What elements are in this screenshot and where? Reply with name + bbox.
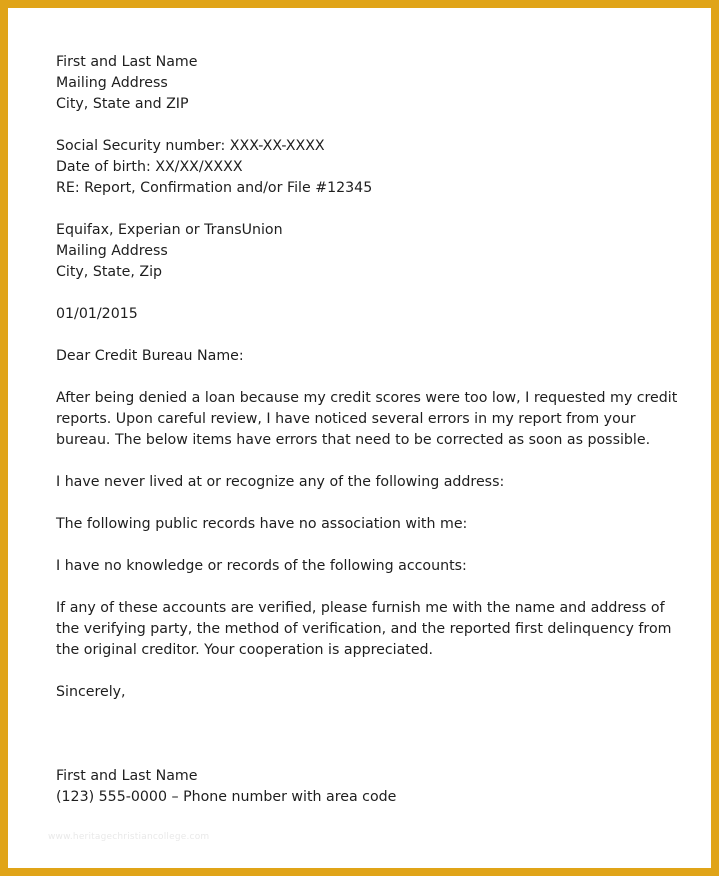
watermark-text: www.heritagechristiancollege.com (48, 832, 210, 842)
accounts-line: I have no knowledge or records of the following accounts: (56, 558, 467, 574)
ssn-line: Social Security number: XXX-XX-XXXX (56, 138, 325, 154)
closing: Sincerely, (56, 684, 126, 700)
intro-line-2: reports. Upon careful review, I have noticed several errors in my report from your (56, 411, 636, 427)
recipient-name: Equifax, Experian or TransUnion (56, 222, 283, 238)
letter-date: 01/01/2015 (56, 306, 138, 322)
recipient-address: Mailing Address (56, 243, 168, 259)
intro-line-1: After being denied a loan because my credit scores were too low, I requested my credit (56, 390, 678, 406)
dob-line: Date of birth: XX/XX/XXXX (56, 159, 243, 175)
sender-city: City, State and ZIP (56, 96, 189, 112)
address-issue-line: I have never lived at or recognize any of the following address: (56, 474, 505, 490)
verify-line-2: the verifying party, the method of verification, and the reported first delinquency from (56, 621, 672, 637)
sender-name: First and Last Name (56, 54, 198, 70)
letter-body (56, 52, 686, 808)
public-records-line: The following public records have no association with me: (56, 516, 468, 532)
signature-name: First and Last Name (56, 768, 198, 784)
re-line: RE: Report, Confirmation and/or File #12345 (56, 180, 373, 196)
sender-address: Mailing Address (56, 75, 168, 91)
salutation: Dear Credit Bureau Name: (56, 348, 244, 364)
intro-line-3: bureau. The below items have errors that need to be corrected as soon as possible. (56, 432, 651, 448)
signature-phone: (123) 555-0000 – Phone number with area code (56, 789, 397, 805)
verify-line-1: If any of these accounts are verified, please furnish me with the name and address of (56, 600, 665, 616)
recipient-city: City, State, Zip (56, 264, 163, 280)
verify-line-3: the original creditor. Your cooperation is appreciated. (56, 642, 434, 658)
